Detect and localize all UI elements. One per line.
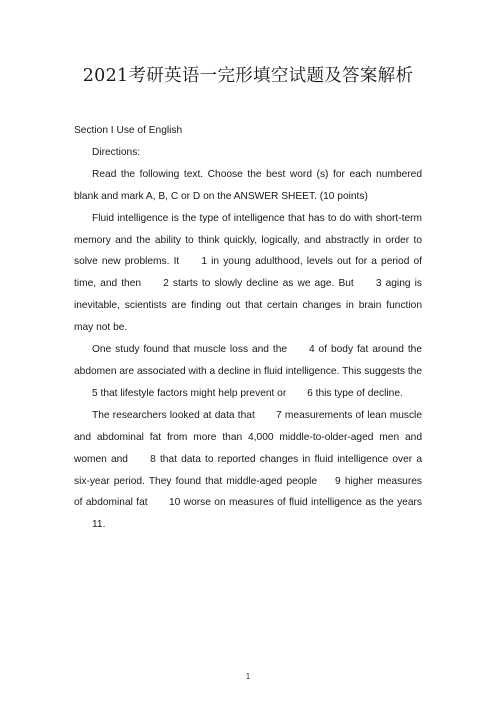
passage-text: that lifestyle factors might help prevent or <box>100 387 287 399</box>
passage-text: of body fat around the abdomen are associated with a decline in fluid intelligence. This suggests the <box>74 344 422 377</box>
blank-number-2: 2 <box>163 278 169 290</box>
section-heading: Section I Use of English <box>74 125 183 136</box>
blank-number-10: 10 <box>168 497 181 509</box>
blank-number-8: 8 <box>150 453 156 465</box>
passage-text: higher measures of abdominal fat <box>74 475 422 509</box>
blank-number-7: 7 <box>276 409 282 421</box>
passage-text: in young adulthood, levels out for a period of time, and then <box>74 256 422 290</box>
passage-text: Fluid intelligence is the type of intelligence that has to do with short-term memory and the ability to think quickly, logically, and abstractly in order to solve new problems. It <box>74 212 422 268</box>
passage-text: measurements of lean muscle and abdominal fat from more than 4,000 middle-to-older-aged men and women and <box>74 409 422 465</box>
blank-number-1: 1 <box>201 256 208 268</box>
directions-label: Directions: <box>92 146 141 158</box>
passage-text: aging is inevitable, scientists are finding out that certain changes in brain function may not be. <box>74 278 422 334</box>
passage-text: worse on measures of fluid intelligence as the years <box>183 497 422 509</box>
passage-text: that data to reported changes in fluid intelligence over a six-year period. They found that middle-aged people <box>74 453 422 487</box>
passage-paragraph-1 <box>74 208 422 339</box>
passage-paragraph-3 <box>74 405 422 536</box>
blank-number-9: 9 <box>335 475 341 487</box>
document-title: 2021考研英语一完形填空试题及答案解析 <box>82 66 414 86</box>
passage-text: this type of decline. <box>315 387 403 399</box>
blank-number-6: 6 <box>307 387 313 399</box>
document-body <box>74 120 422 536</box>
blank-number-5: 5 <box>92 387 98 399</box>
passage-text: starts to slowly decline as we age. But <box>172 278 354 290</box>
passage-paragraph-2 <box>74 339 422 405</box>
passage-text: The researchers looked at data that <box>92 409 255 421</box>
blank-number-3: 3 <box>375 278 382 290</box>
page-number: 1 <box>245 672 251 681</box>
instructions-paragraph: Read the following text. Choose the best word (s) for each numbered blank and mark A, B, C or D on the ANSWER SHEET. (10 points) <box>74 168 422 202</box>
blank-number-11: 11 <box>92 519 103 531</box>
blank-number-4: 4 <box>308 344 315 356</box>
passage-text: . <box>102 519 106 531</box>
passage-text: One study found that muscle loss and the <box>92 344 288 356</box>
